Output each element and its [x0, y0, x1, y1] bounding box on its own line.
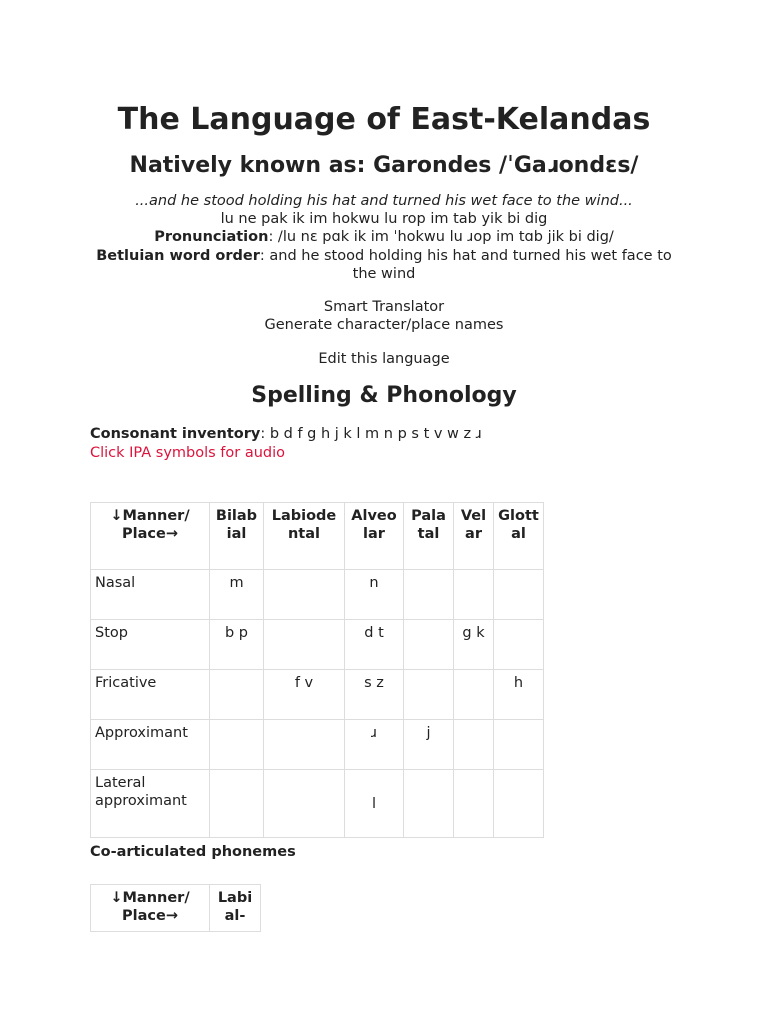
ipa-cell[interactable] [404, 570, 454, 620]
header-palatal: Pala tal [404, 503, 454, 570]
table-header-row [91, 885, 261, 932]
word-order-value: : and he stood holding his hat and turned his wet face to the wind [259, 247, 672, 282]
ipa-cell[interactable] [404, 670, 454, 720]
ipa-cell[interactable]: m [210, 570, 264, 620]
ipa-cell[interactable] [454, 720, 494, 770]
header-velar: Vel ar [454, 503, 494, 570]
sample-native: lu ne pak ik im hokwu lu rop im tab yik bi dig [220, 211, 548, 228]
ipa-cell[interactable]: f v [264, 670, 345, 720]
table-header-row [91, 503, 544, 570]
ipa-cell[interactable]: g k [454, 620, 494, 670]
pronunciation-line [90, 228, 678, 246]
consonant-inventory [90, 425, 482, 463]
ipa-cell[interactable] [454, 770, 494, 838]
ipa-cell[interactable] [264, 620, 345, 670]
ipa-cell[interactable] [264, 770, 345, 838]
ipa-cell[interactable]: b p [210, 620, 264, 670]
ipa-cell[interactable] [454, 570, 494, 620]
word-order-line [90, 247, 678, 283]
ipa-cell[interactable] [210, 720, 264, 770]
ipa-cell[interactable] [494, 570, 544, 620]
ipa-cell[interactable]: n [345, 570, 404, 620]
table-row [91, 570, 544, 620]
ipa-cell[interactable] [494, 620, 544, 670]
ipa-cell[interactable] [210, 770, 264, 838]
sample-english: ...and he stood holding his hat and turned his wet face to the wind... [135, 193, 633, 209]
row-label: Fricative [91, 670, 210, 720]
ipa-cell[interactable] [494, 770, 544, 838]
header-labiodental: Labiode ntal [264, 503, 345, 570]
ipa-cell[interactable] [454, 670, 494, 720]
smart-translator-link[interactable]: Smart Translator [323, 299, 445, 315]
header-manner-place: ↓Manner/ Place→ [91, 503, 210, 570]
ipa-cell[interactable]: h [494, 670, 544, 720]
header-bilabial: Bilab ial [210, 503, 264, 570]
tool-links [0, 298, 768, 368]
page-title: The Language of East-Kelandas [117, 102, 651, 137]
row-label: Nasal [91, 570, 210, 620]
inventory-label: Consonant inventory [90, 426, 261, 442]
row-label: Stop [91, 620, 210, 670]
table-row [91, 670, 544, 720]
table-row [91, 620, 544, 670]
ipa-audio-link[interactable]: Click IPA symbols for audio [90, 445, 286, 461]
links-spacer [0, 334, 768, 350]
word-order-label: Betluian word order [96, 247, 260, 264]
pronunciation-value: : /lu nɛ pɑk ik im ˈhokwu lu ɹop im tɑb jik bi dig/ [268, 229, 614, 246]
table-row [91, 720, 544, 770]
ipa-cell[interactable]: j [404, 720, 454, 770]
edit-language-link[interactable]: Edit this language [318, 351, 450, 367]
ipa-cell[interactable] [264, 570, 345, 620]
ipa-cell[interactable] [494, 720, 544, 770]
header-alveolar: Alveo lar [345, 503, 404, 570]
ipa-cell[interactable] [404, 620, 454, 670]
inventory-value: : b d f g h j k l m n p s t v w z ɹ [260, 426, 482, 442]
spelling-phonology-heading: Spelling & Phonology [251, 383, 517, 408]
coarticulated-heading: Co-articulated phonemes [90, 844, 296, 860]
row-label: Lateral approximant [91, 770, 210, 838]
sample-sentence-block [90, 192, 678, 283]
header-manner-place: ↓Manner/ Place→ [91, 885, 210, 932]
native-name-heading: Natively known as: Garondes /ˈGaɹondɛs/ [129, 153, 639, 178]
ipa-cell[interactable]: d t [345, 620, 404, 670]
header-labial: Labi al- [210, 885, 261, 932]
ipa-cell[interactable] [404, 770, 454, 838]
ipa-cell[interactable] [264, 720, 345, 770]
table-row [91, 770, 544, 838]
ipa-cell[interactable]: ɹ [345, 720, 404, 770]
pronunciation-label: Pronunciation [154, 229, 269, 246]
row-label: Approximant [91, 720, 210, 770]
consonant-table [90, 502, 544, 838]
ipa-cell[interactable]: l [345, 770, 404, 838]
ipa-cell[interactable] [210, 670, 264, 720]
generate-names-link[interactable]: Generate character/place names [264, 317, 504, 333]
header-glottal: Glott al [494, 503, 544, 570]
ipa-cell[interactable]: s z [345, 670, 404, 720]
coarticulated-table [90, 884, 261, 932]
